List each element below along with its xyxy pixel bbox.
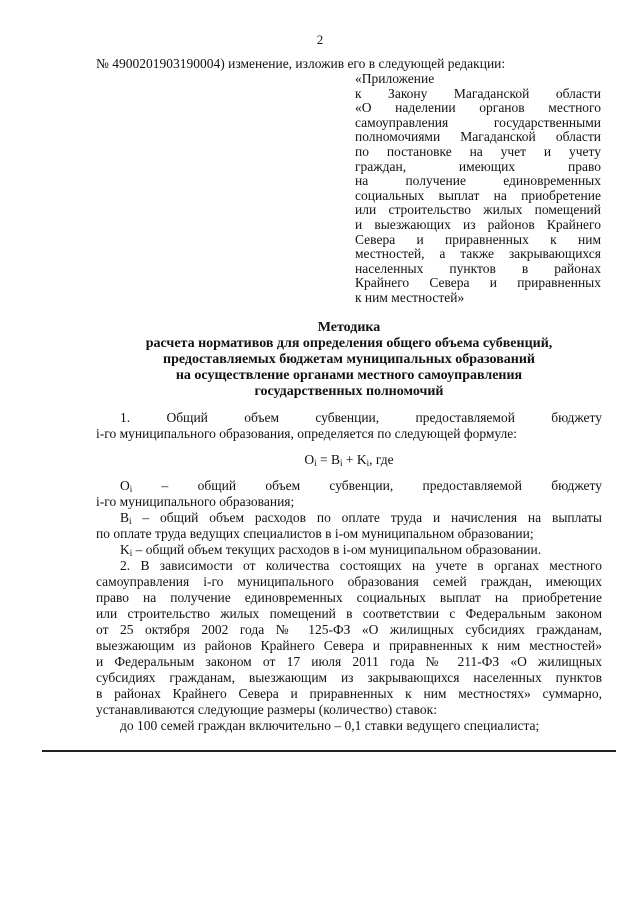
page-number: 2 — [316, 32, 324, 47]
definition-o-cont: i-го муниципального образования; — [96, 494, 295, 509]
paragraph-1-line: i-го муниципального образования, определяется по следующей формуле: — [96, 426, 518, 441]
paragraph-2-line: субсидиях гражданам, выезжающим из закрывающихся населенных пунктов — [96, 670, 602, 685]
appendix-line: к ним местностей» — [355, 290, 465, 305]
formula-b: B — [330, 452, 340, 467]
title-line: предоставляемых бюджетам муниципальных образований — [163, 352, 535, 367]
formula-o: O — [304, 452, 315, 467]
appendix-line: самоуправления государственными — [355, 114, 601, 130]
title-line: расчета нормативов для определения общего объема субвенций, — [145, 336, 553, 351]
appendix-line: «Приложение — [355, 71, 435, 86]
paragraph-2-line: устанавливаются следующие размеры (количество) ставок: — [96, 702, 437, 717]
definition-b-cont: по оплате труда ведущих специалистов в i-ом муниципальном образовании; — [96, 526, 534, 541]
appendix-line: «О наделении органов местного — [355, 100, 601, 116]
formula: $O_i = B_i + K_i$, где — [304, 452, 394, 468]
appendix-line: Севера и приравненных к ним — [355, 231, 601, 247]
paragraph-2-line: право на получение единовременных социальных выплат на приобретение — [96, 590, 602, 605]
appendix-line: и выезжающих из районов Крайнего — [355, 217, 601, 232]
paragraph-2-line: самоуправления i-го муниципального образования семей граждан, имеющих — [96, 574, 602, 589]
paragraph-2-line: и Федеральным законом от 17 июля 2011 года № 211-ФЗ «О жилищных — [96, 654, 602, 669]
appendix-line: социальных выплат на приобретение — [355, 187, 601, 203]
appendix-line: Крайнего Севера и приравненных — [355, 275, 601, 291]
appendix-line: по постановке на учет и учету — [355, 144, 601, 159]
paragraph-2-line: выезжающим из районов Крайнего Севера и приравненных к ним местностей» — [96, 638, 602, 653]
paragraph-2-line: 2. В зависимости от количества состоящих на учете в органах местного — [120, 558, 602, 573]
intro-line: № 4900201903190004) изменение, изложив его в следующей редакции: — [96, 56, 506, 71]
paragraph-2-line: в районах Крайнего Севера и приравненных к ним местностях» суммарно, — [96, 686, 602, 701]
appendix-line: полномочиями Магаданской области — [355, 129, 601, 145]
paragraph-3-line: до 100 семей граждан включительно – 0,1 ставки ведущего специалиста; — [120, 718, 540, 733]
footer-rule — [42, 750, 616, 752]
title-line: Методика — [317, 320, 381, 335]
appendix-line: к Закону Магаданской области — [355, 85, 601, 101]
appendix-line: населенных пунктов в районах — [355, 260, 601, 276]
title-line: на осуществление органами местного самоуправления — [175, 368, 523, 383]
definition-k: $K_i$ – общий объем текущих расходов в i-ом муниципальном образовании. — [120, 542, 542, 558]
appendix-line: на получение единовременных — [355, 173, 601, 189]
title-line: государственных полномочий — [254, 384, 444, 399]
paragraph-1-line: 1. Общий объем субвенции, предоставляемой бюджету — [120, 410, 602, 425]
definition-b: $B_i$ – общий объем расходов по оплате труда и начисления на выплаты — [120, 510, 602, 526]
definition-o: $O_i$ – общий объем субвенции, предоставляемой бюджету — [120, 478, 602, 494]
formula-k: K — [356, 452, 367, 467]
paragraph-2-line: или строительство жилых помещений в соответствии с Федеральным законом — [96, 606, 602, 621]
paragraph-2-line: от 25 октября 2002 года № 125-ФЗ «О жилищных субсидиях гражданам, — [96, 622, 602, 637]
appendix-line: местностей, а также закрывающихся — [355, 246, 601, 262]
appendix-line: или строительство жилых помещений — [355, 202, 601, 218]
appendix-line: граждан, имеющих право — [355, 158, 601, 174]
